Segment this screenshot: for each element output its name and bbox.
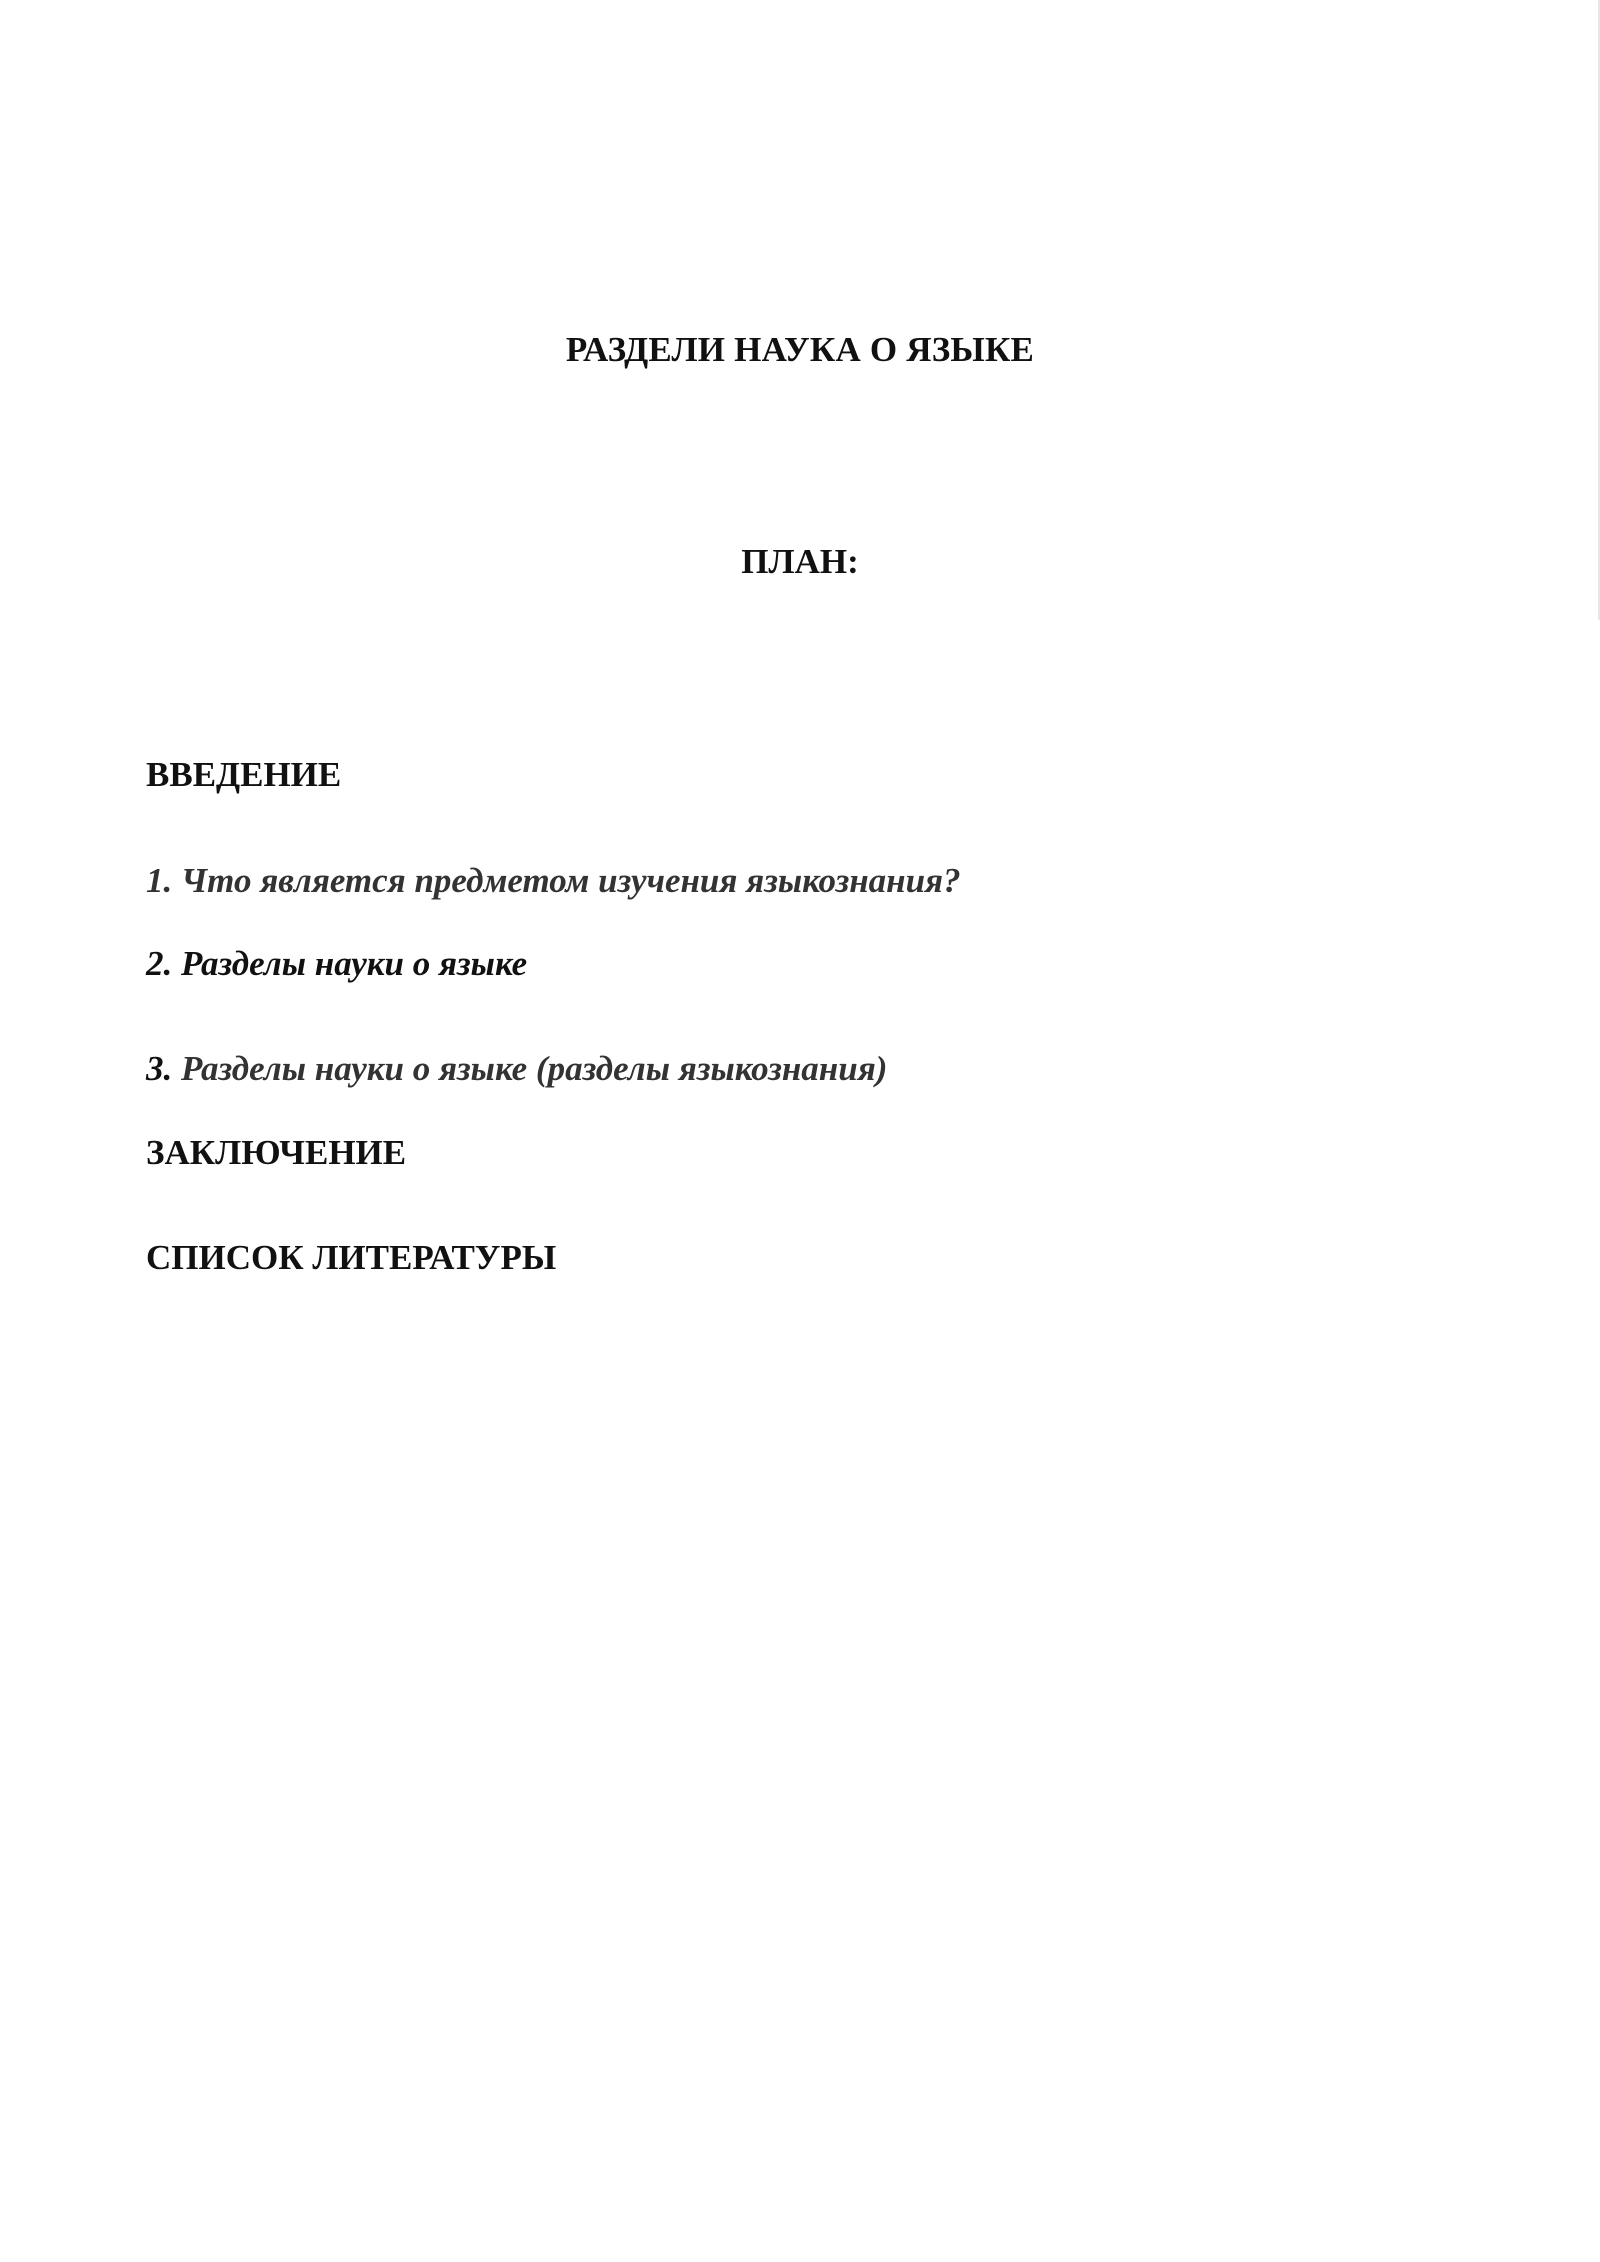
toc-item-3 [146,1047,887,1091]
toc-introduction: ВВЕДЕНИЕ [146,755,342,794]
toc-item-1-text: Что является предметом изучения языкознания? [181,861,961,900]
toc-item-1 [146,859,961,903]
toc-item-1-number: 1. [146,861,173,900]
toc-item-3-text: Разделы науки о языке (разделы языкознания) [181,1049,888,1088]
toc-item-2 [146,942,527,986]
toc-bibliography: СПИСОК ЛИТЕРАТУРЫ [146,1238,557,1277]
toc-item-2-text: Разделы науки о языке [181,944,528,983]
document-title: РАЗДЕЛИ НАУКА О ЯЗЫКЕ [565,330,1035,369]
toc-conclusion: ЗАКЛЮЧЕНИЕ [146,1133,407,1172]
toc-item-2-number: 2. [146,944,173,983]
plan-heading: ПЛАН: [741,542,859,581]
toc-item-3-number: 3. [146,1049,173,1088]
